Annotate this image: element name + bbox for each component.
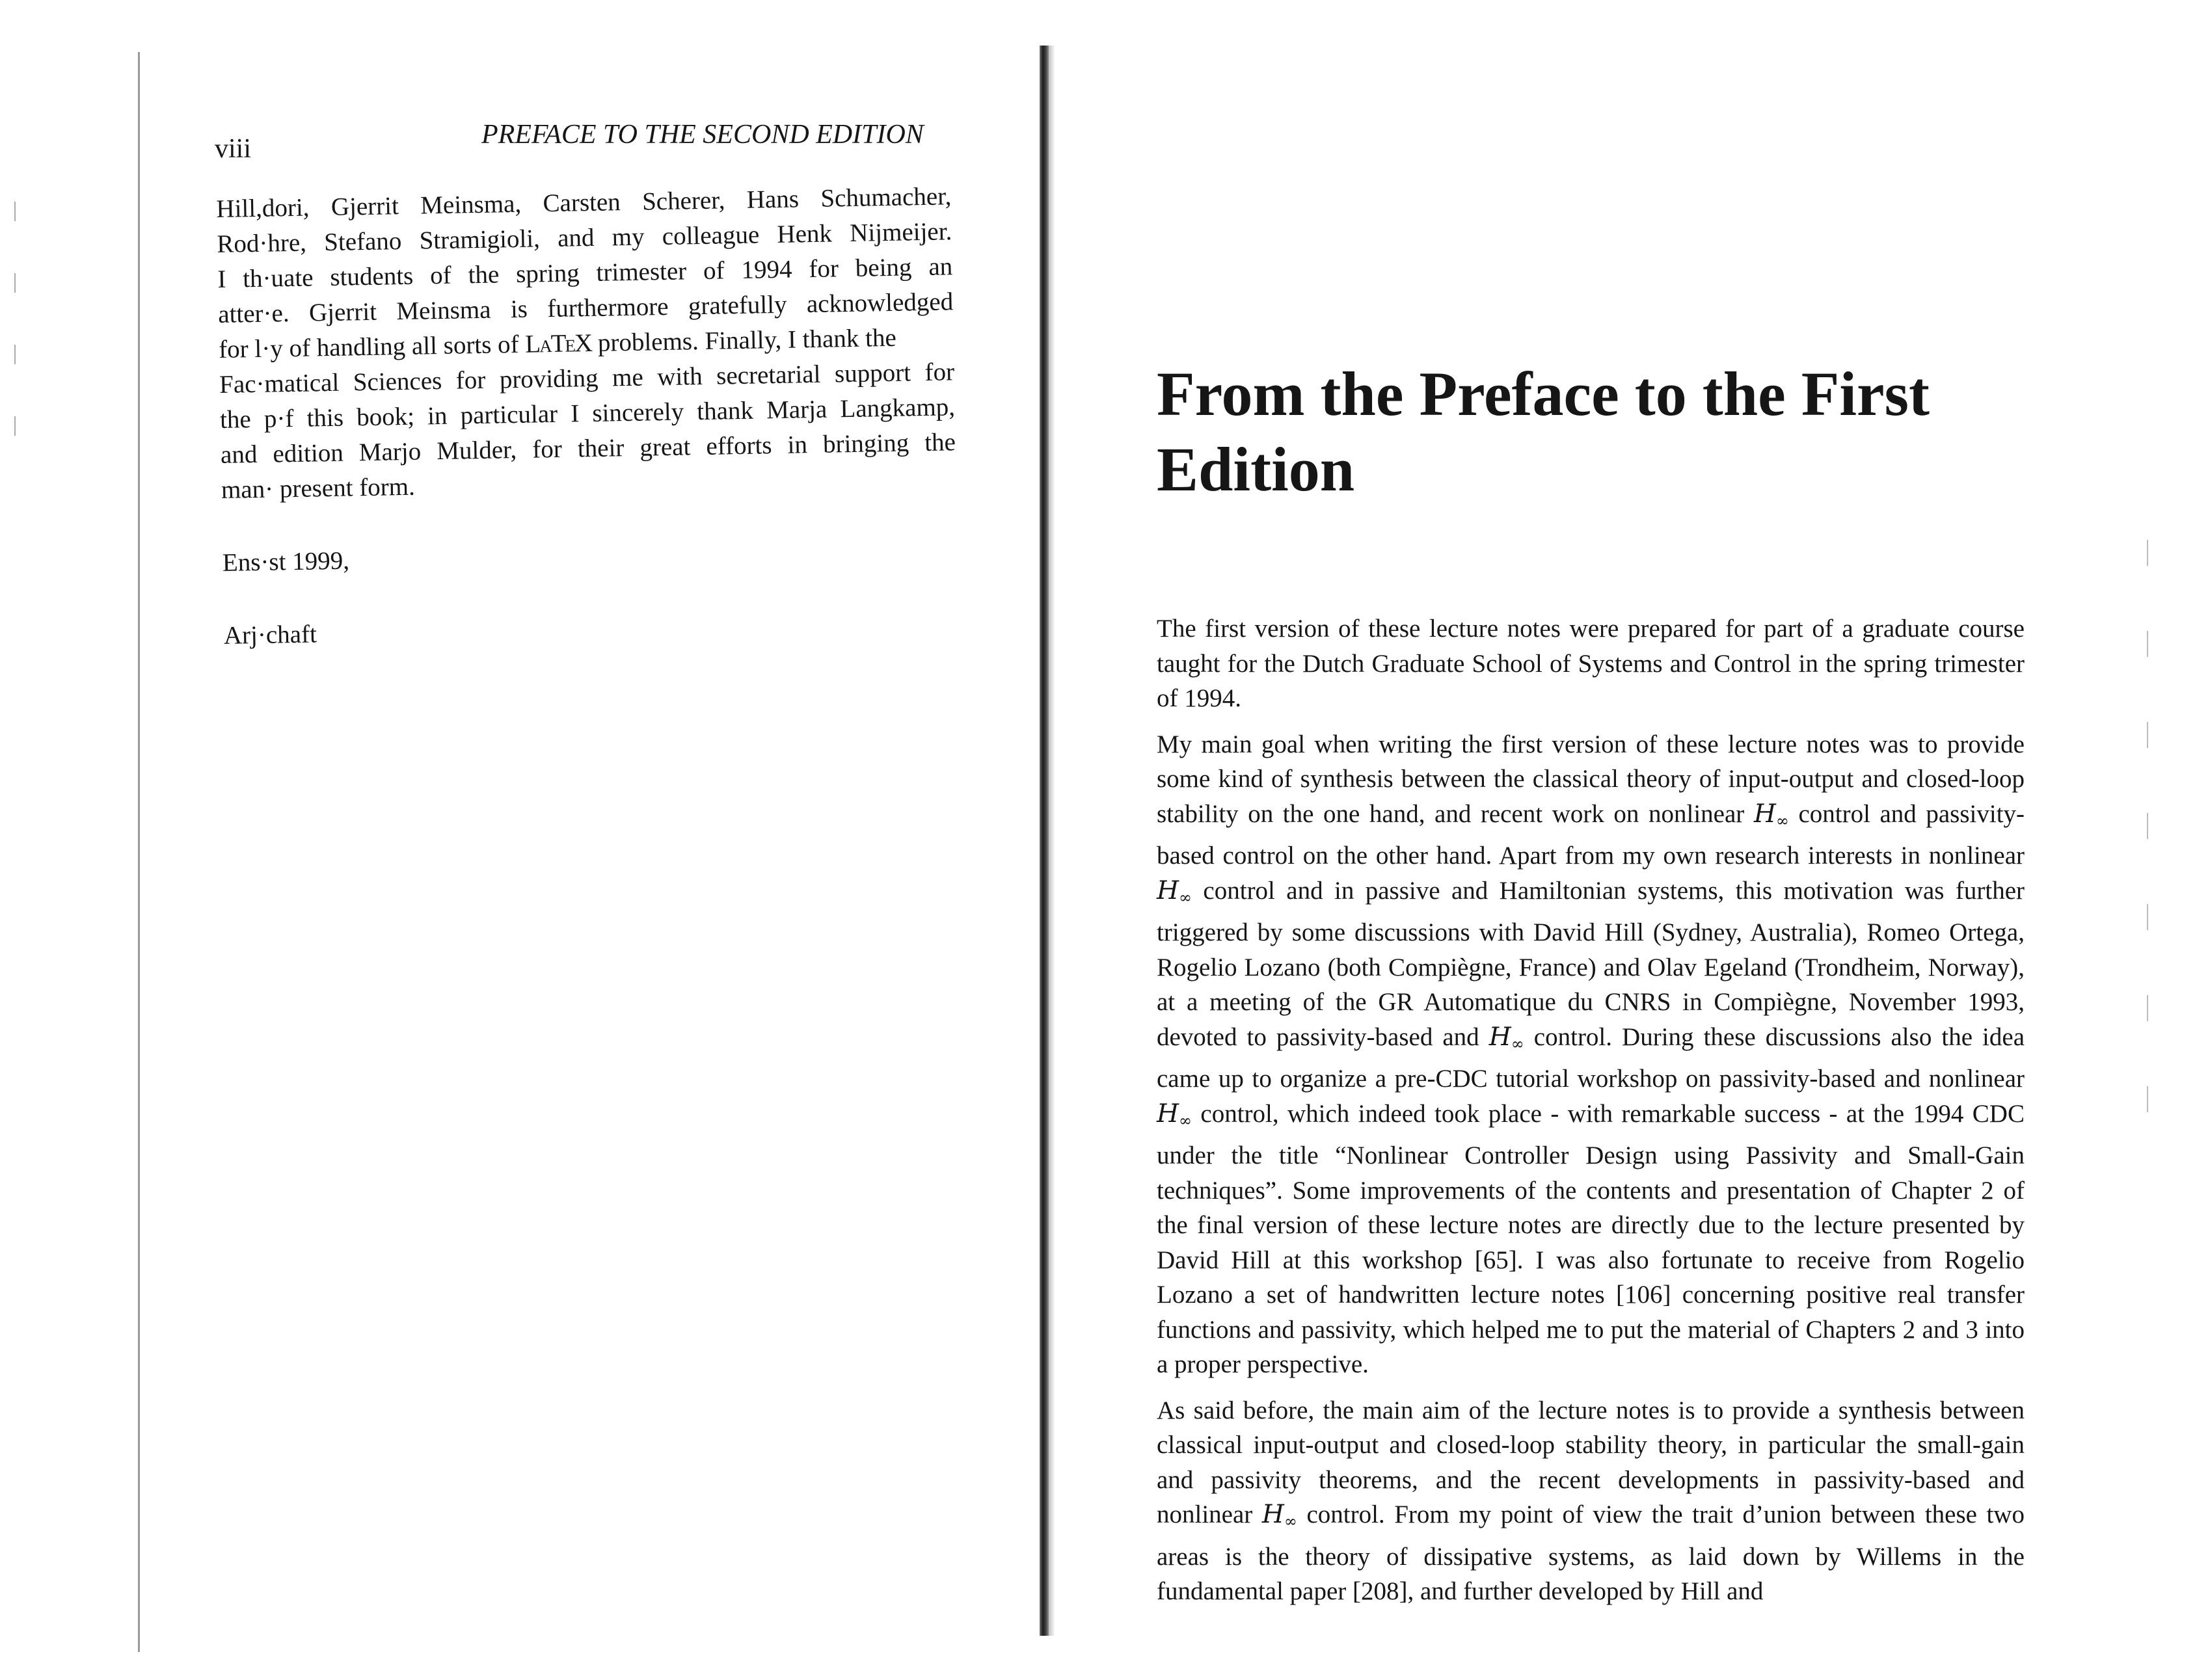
text-line: and edition Marjo Mulder, for their great efforts in bringing the: [220, 428, 956, 469]
date-line: Ens·st 1999,: [222, 546, 350, 577]
running-head: PREFACE TO THE SECOND EDITION: [481, 120, 924, 150]
text-fragment: control. From my point of view the trait d’union between these two areas is the theory of dissipative systems, as laid down by Willems in the fundamental paper [208], and further developed by Hill and: [1157, 1500, 2025, 1605]
paragraph-3: [1157, 1393, 2025, 1609]
h-infinity-symbol: $H_\infty$: [1261, 1500, 1297, 1530]
chapter-title: [1157, 356, 2067, 507]
text-line: man· present form.: [221, 472, 416, 504]
text-fragment: As said before, the main aim of the lecture notes is to provide a synthesis between classical input-output and closed-loop stability theory, in particular the small-gain and passivity theorems, and the recent developments in passivity-based and nonlinear: [1157, 1396, 2025, 1528]
text-fragment: control and passivity-based control on the other hand. Apart from my own research interests in nonlinear: [1157, 799, 2025, 870]
latex-logo: LaTeX: [524, 328, 592, 358]
text-line: atter·e. Gjerrit Meinsma is furthermore gratefully acknowledged: [217, 287, 954, 328]
text-fragment: for l·y of handling all sorts of: [218, 330, 519, 364]
text-line: Rod·hre, Stefano Stramigioli, and my colleague Henk Nijmeijer.: [217, 217, 952, 258]
paragraph-2: [1157, 727, 2025, 1382]
text-line: Hill,dori, Gjerrit Meinsma, Carsten Scherer, Hans Schumacher,: [216, 182, 952, 223]
chapter-title-line: Edition: [1157, 434, 1355, 504]
h-infinity-symbol: $H_\infty$: [1157, 875, 1192, 907]
signature: Arj·chaft: [223, 620, 317, 650]
h-infinity-symbol: $H_\infty$: [1753, 799, 1789, 830]
scan-artifact-left: [14, 202, 16, 475]
chapter-title-line: From the Preface to the First: [1157, 359, 1930, 429]
text-line: Fac·matical Sciences for providing me with secretarial support for: [219, 358, 955, 399]
text-line: the p·f this book; in particular I sincerely thank Marja Langkamp,: [219, 393, 956, 434]
page-edge-line: [138, 52, 140, 1652]
acknowledgement-paragraph: [216, 179, 956, 508]
text-fragment: My main goal when writing the first version of these lecture notes was to provide some kind of synthesis between the classical theory of input-output and closed-loop stability on the one hand, and recent work on nonlinear: [1157, 730, 2025, 828]
scan-artifact-right: [2147, 540, 2148, 1125]
h-infinity-symbol: $H_\infty$: [1157, 1099, 1192, 1130]
text-fragment: control, which indeed took place - with remarkable success - at the 1994 CDC under the title “Nonlinear Controller Design using Passivity and Small-Gain techniques”. Some improvements of the contents and presentation of Chapter 2 of the final version of these lecture notes are directly due to the lecture presented by David Hill at this workshop [65]. I was also fortunate to receive from Rogelio Lozano a set of handwritten lecture notes [106] concerning positive real transfer functions and passivity, which helped me to put the material of Chapters 2 and 3 into a proper perspective.: [1157, 1099, 2025, 1378]
right-page-text: [1157, 611, 2025, 1620]
page-number: viii: [215, 134, 252, 164]
left-page-text: [216, 179, 960, 691]
paragraph-1: The first version of these lecture notes were prepared for part of a graduate course taught for the Dutch Graduate School of Systems and Control in the spring trimester of 1994.: [1157, 615, 2025, 712]
h-infinity-symbol: $H_\infty$: [1488, 1022, 1524, 1053]
text-fragment: control. During these discussions also the idea came up to organize a pre-CDC tutorial workshop on passivity-based and nonlinear: [1157, 1022, 2025, 1093]
spine-shadow: [1049, 46, 1055, 1636]
text-fragment: problems. Finally, I thank the: [597, 323, 897, 357]
text-line: I th·uate students of the spring trimester of 1994 for being an: [217, 252, 953, 293]
book-spine: [1040, 46, 1049, 1636]
text-fragment: control and in passive and Hamiltonian systems, this motivation was further triggered by some discussions with David Hill (Sydney, Australia), Romeo Ortega, Rogelio Lozano (both Compiègne, France) and Olav Egeland (Trondheim, Norway), at a meeting of the GR Automatique du CNRS in Compiègne, November 1993, devoted to passivity-based and: [1157, 876, 2025, 1051]
